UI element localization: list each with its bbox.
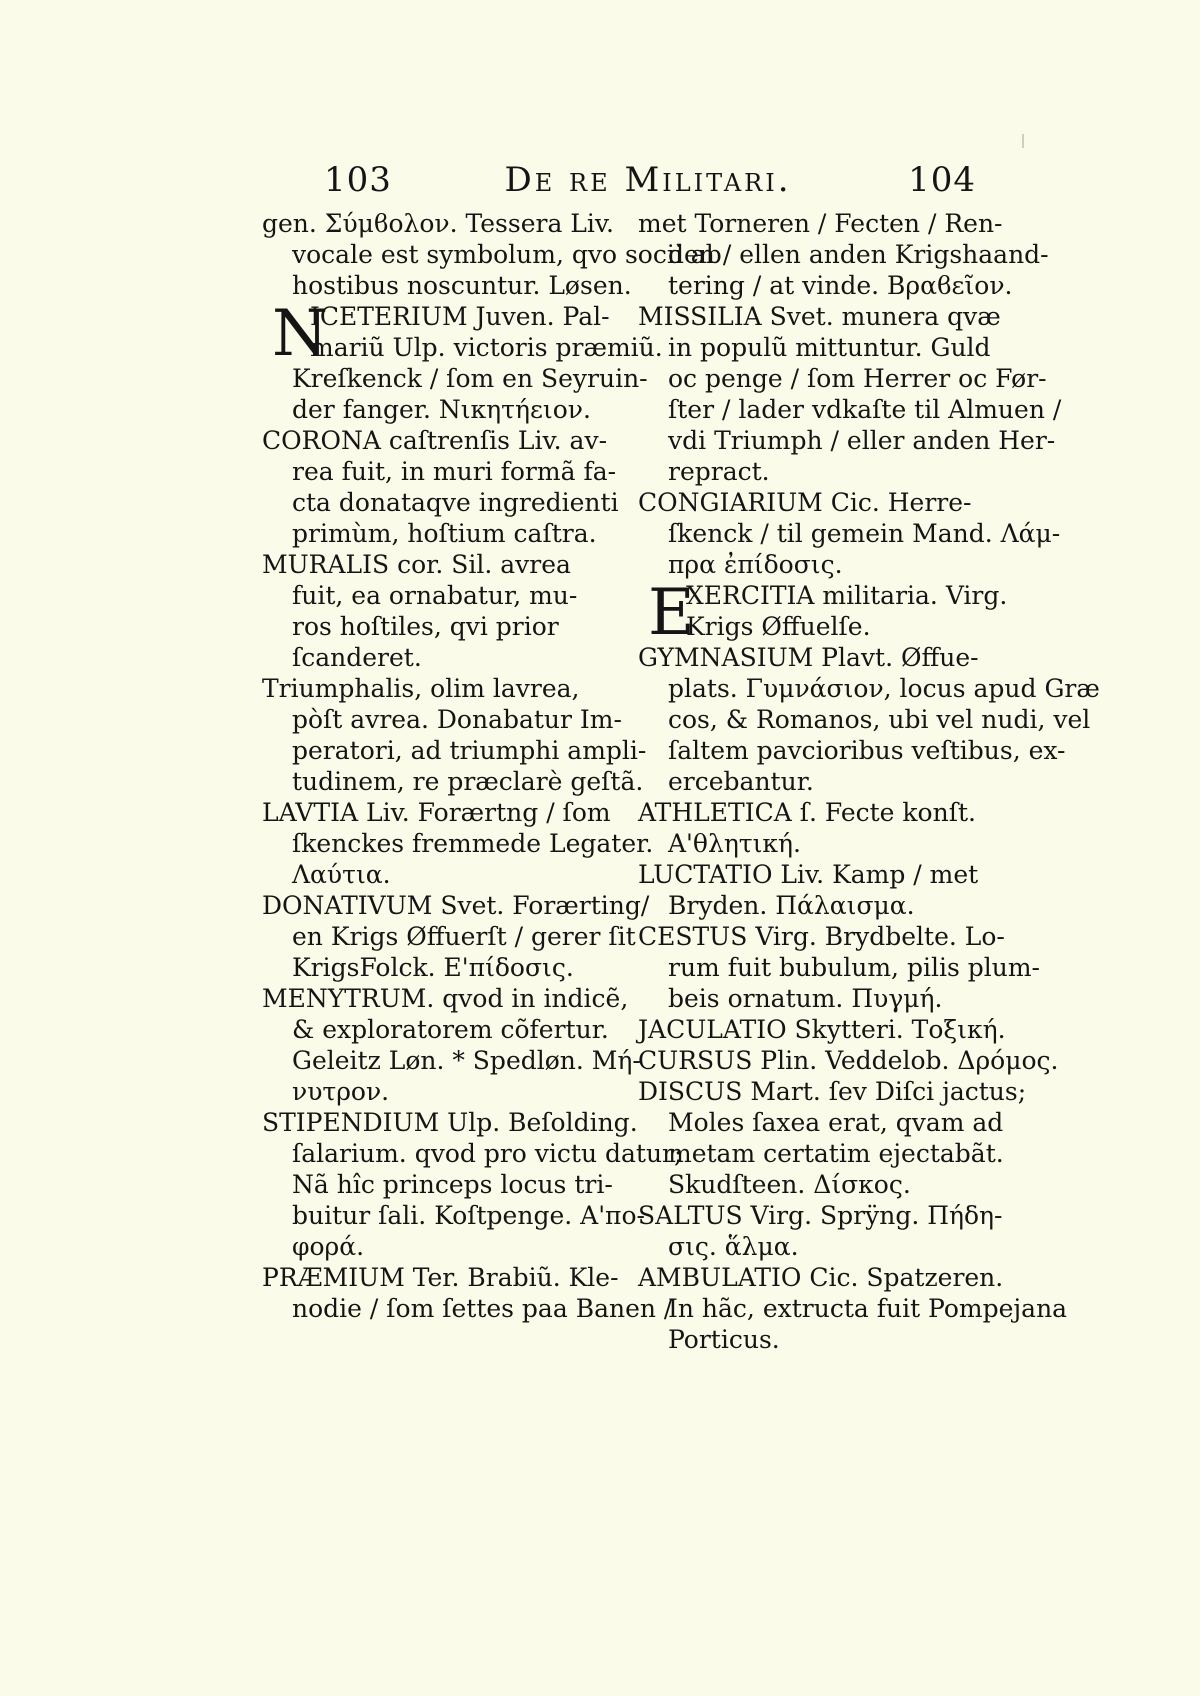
entry-line: peratori, ad triumphi ampli-	[292, 736, 647, 765]
entry-line: ſter / lader vdkaſte til Almuen /	[668, 395, 1062, 424]
entry-line: Moles ſaxea erat, qvam ad	[668, 1108, 1004, 1137]
dictionary-entry	[638, 642, 1100, 797]
dictionary-entry	[262, 1262, 673, 1324]
entry-line: rum fuit bubulum, pilis plum-	[668, 953, 1040, 982]
entry-line: ſalarium. qvod pro victu datur;	[292, 1139, 683, 1168]
entry-line: Geleitz Løn. * Spedløn. Μή-	[292, 1046, 641, 1075]
entry-line: ATHLETICA ſ. Fecte konſt.	[638, 798, 976, 827]
dictionary-entry	[638, 1045, 1059, 1076]
entry-line: repract.	[668, 457, 770, 486]
entry-line: pòſt avrea. Donabatur Im-	[292, 705, 622, 734]
entry-line: metam certatim ejectabãt.	[668, 1139, 1004, 1168]
entry-line: DISCUS Mart. ſev Diſci jactus;	[638, 1077, 1027, 1106]
drop-cap: E	[648, 576, 695, 650]
entry-line: GYMNASIUM Plavt. Øffue-	[638, 643, 979, 672]
entry-line: fuit, ea ornabatur, mu-	[292, 581, 578, 610]
entry-line: MISSILIA Svet. munera qvæ	[638, 302, 1001, 331]
entry-line: Α'θλητική.	[668, 829, 801, 858]
entry-line: Nã hîc princeps locus tri-	[292, 1170, 613, 1199]
entry-line: in populũ mittuntur. Guld	[668, 333, 991, 362]
entry-line: cos, & Romanos, ubi vel nudi, vel	[668, 705, 1091, 734]
entry-line: σις. ἅλμα.	[668, 1232, 799, 1261]
entry-line: Porticus.	[668, 1325, 780, 1354]
entry-line: φορά.	[292, 1232, 365, 1261]
entry-line: CORONA caſtrenſis Liv. av-	[262, 426, 608, 455]
margin-mark	[1022, 134, 1024, 148]
entry-line: Bryden. Πάλαισμα.	[668, 891, 915, 920]
entry-line: vdi Triumph / eller anden Her-	[668, 426, 1056, 455]
entry-line: ros hoſtiles, qvi prior	[292, 612, 559, 641]
entry-line: KrigsFolck. Ε'πίδοσις.	[292, 953, 574, 982]
entry-line: tering / at vinde. Βραϐεῖον.	[668, 271, 1013, 300]
entry-line: gen. Σύμϐολον. Tessera Liv.	[262, 209, 615, 238]
entry-line: CESTUS Virg. Brydbelte. Lo-	[638, 922, 1005, 951]
entry-line: Triumphalis, olim lavrea,	[262, 674, 580, 703]
entry-line: hostibus noscuntur. Løsen.	[292, 271, 632, 300]
entry-line: PRÆMIUM Ter. Brabiũ. Kle-	[262, 1263, 619, 1292]
entry-line: Krigs Øffuelſe.	[686, 612, 871, 641]
dictionary-entry	[262, 1107, 683, 1262]
entry-line: CURSUS Plin. Veddelob. Δρόμος.	[638, 1046, 1059, 1075]
entry-line: den / ellen anden Krigshaand-	[668, 240, 1049, 269]
dictionary-entry	[638, 576, 1008, 650]
entry-line: cta donataqve ingredienti	[292, 488, 619, 517]
dictionary-entry	[262, 673, 647, 797]
entry-line: primùm, hoſtium caſtra.	[292, 519, 597, 548]
entry-line: XERCITIA militaria. Virg.	[686, 581, 1008, 610]
dictionary-entry	[638, 1014, 1008, 1045]
dictionary-entry	[262, 425, 634, 549]
drop-cap: N	[272, 297, 328, 371]
entry-line: JACULATIO Skytteri. Τοξική.	[638, 1015, 1006, 1044]
dictionary-entry	[638, 1076, 1027, 1200]
entry-line: der fanger. Νικητήειον.	[292, 395, 591, 424]
dictionary-entry	[638, 1262, 1068, 1355]
dictionary-entry	[262, 297, 663, 425]
entry-line: rea fuit, in muri formã fa-	[292, 457, 617, 486]
entry-line: met Torneren / Fecten / Ren-	[638, 209, 1003, 238]
entry-line: oc penge / ſom Herrer oc Før-	[668, 364, 1047, 393]
dictionary-entry	[638, 859, 1008, 921]
entry-line: beis ornatum. Πυγμή.	[668, 984, 943, 1013]
entry-line: ſkenck / til gemein Mand. Λάμ-	[668, 519, 1061, 548]
dictionary-entry	[638, 921, 1040, 1014]
entry-line: vocale est symbolum, qvo socii ab	[292, 240, 722, 269]
entry-line: en Krigs Øffuerſt / gerer ſit	[292, 922, 636, 951]
entry-line: plats. Γυμνάσιον, locus apud Græ	[668, 674, 1100, 703]
entry-line: nodie / ſom ſettes paa Banen /	[292, 1294, 673, 1323]
entry-line: ſaltem pavcioribus veſtibus, ex-	[668, 736, 1066, 765]
dictionary-entry	[262, 797, 654, 890]
dictionary-entry	[262, 983, 641, 1107]
entry-line: Kreſkenck / ſom en Seyruin-	[292, 364, 648, 393]
entry-line: CONGIARIUM Cic. Herre-	[638, 488, 972, 517]
right-column	[638, 208, 1100, 1355]
dictionary-entry	[638, 1200, 1008, 1262]
dictionary-entry	[262, 549, 634, 673]
entry-line: DONATIVUM Svet. Forærting/	[262, 891, 650, 920]
dictionary-entry	[638, 208, 1049, 301]
entry-line: In hãc, extructa fuit Pompejana	[668, 1294, 1068, 1323]
entry-line: Skudſteen. Δίσκος.	[668, 1170, 911, 1199]
entry-line: SALTUS Virg. Sprÿng. Πήδη-	[638, 1201, 1003, 1230]
entry-line: MENYTRUM. qvod in indicẽ,	[262, 984, 629, 1013]
dictionary-entry	[638, 797, 1008, 859]
entry-line: πρα ἐπίδοσις.	[668, 550, 843, 579]
page-number-right: 104	[908, 160, 976, 200]
entry-line: ICETERIUM Juven. Pal-	[310, 302, 610, 331]
entry-line: MURALIS cor. Sil. avrea	[262, 550, 571, 579]
entry-line: LUCTATIO Liv. Kamp / met	[638, 860, 979, 889]
entry-line: & exploratorem cõfertur.	[292, 1015, 609, 1044]
entry-line: mariũ Ulp. victoris præmiũ.	[310, 333, 663, 362]
entry-line: tudinem, re præclarè geſtã.	[292, 767, 644, 796]
entry-line: ercebantur.	[668, 767, 814, 796]
entry-line: AMBULATIO Cic. Spatzeren.	[638, 1263, 1004, 1292]
entry-line: ſkenckes fremmede Legater.	[292, 829, 654, 858]
entry-line: Λαύτια.	[292, 860, 391, 889]
running-title: De re Militari.	[504, 160, 792, 200]
entry-line: buitur ſali. Koſtpenge. Α'πο-	[292, 1201, 645, 1230]
entry-line: LAVTIA Liv. Forærtng / ſom	[262, 798, 611, 827]
entry-line: STIPENDIUM Ulp. Beſolding.	[262, 1108, 638, 1137]
page-number-left: 103	[324, 160, 392, 200]
dictionary-entry	[638, 487, 1061, 580]
running-header	[318, 160, 978, 206]
dictionary-entry	[262, 890, 650, 983]
dictionary-entry	[638, 301, 1062, 487]
entry-line: ſcanderet.	[292, 643, 422, 672]
entry-line: νυτρον.	[292, 1077, 390, 1106]
dictionary-entry	[262, 208, 722, 301]
